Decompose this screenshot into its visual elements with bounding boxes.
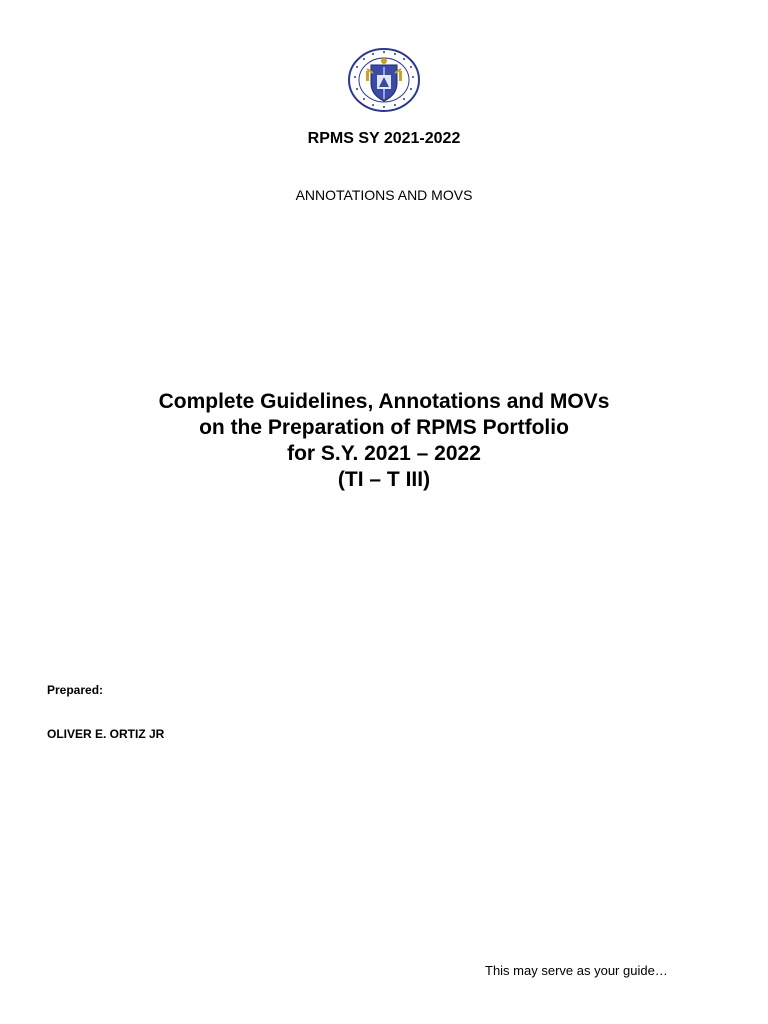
title-line-2: on the Preparation of RPMS Portfolio [199,416,569,439]
footer-note: This may serve as your guide… [485,963,668,978]
title-line-1: Complete Guidelines, Annotations and MOVs [158,390,610,413]
main-title [0,389,768,493]
title-line-3: for S.Y. 2021 – 2022 [287,442,481,465]
preparer-name: OLIVER E. ORTIZ JR [47,727,165,741]
prepared-label: Prepared: [47,683,104,697]
title-line-4: (TI – T III) [337,468,431,491]
deped-seal-icon [347,47,421,113]
annotations-subheading: ANNOTATIONS AND MOVS [295,187,473,203]
rpms-heading: RPMS SY 2021-2022 [307,130,461,147]
